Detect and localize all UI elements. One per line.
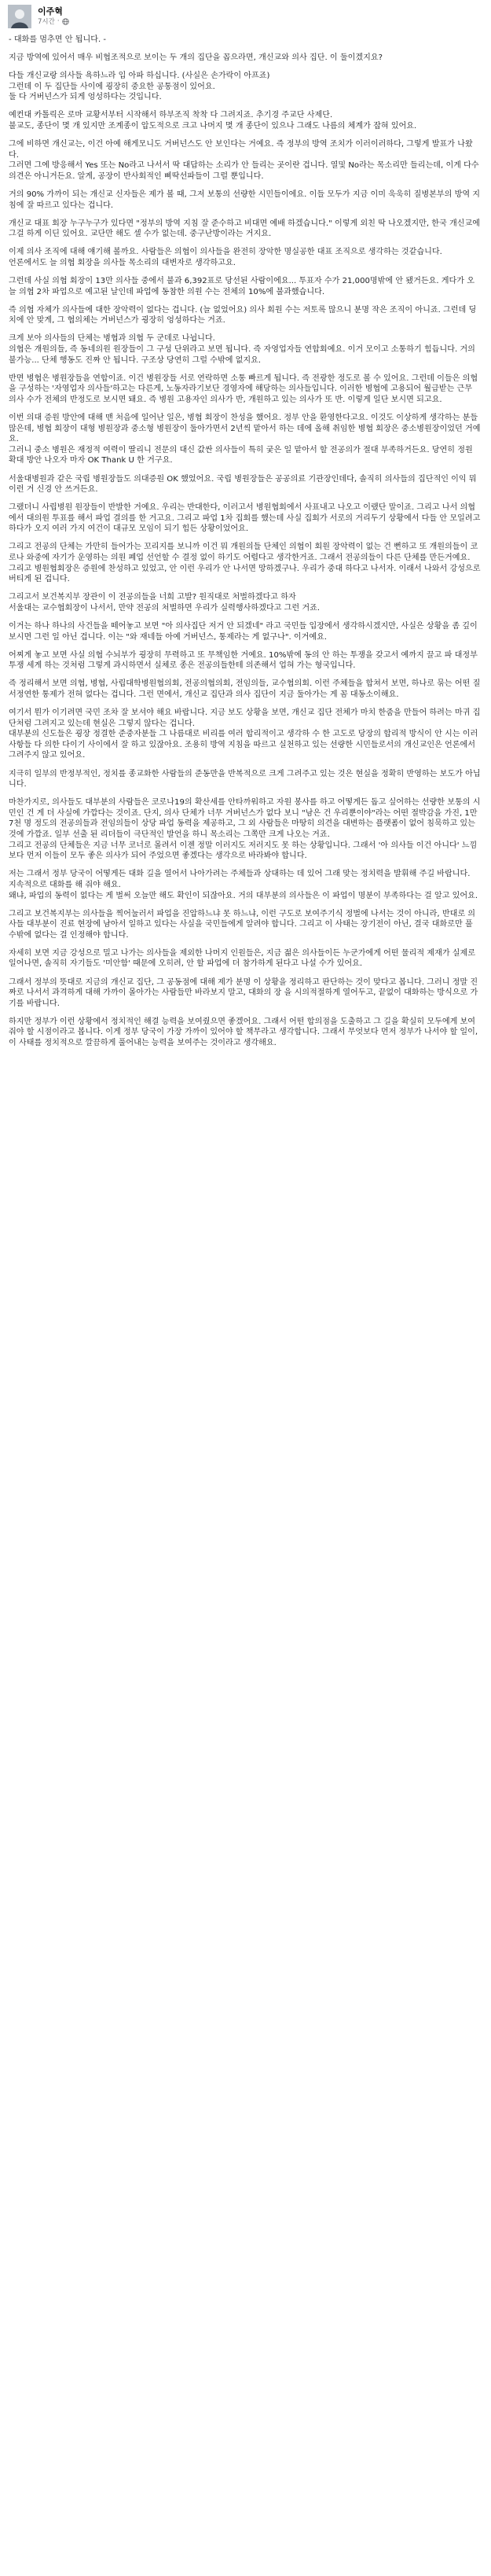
post-paragraph: 마찬가지로, 의사들도 대부분의 사람들은 코로나19의 확산세를 안타까워하고 자원 봉사를 하고 어떻게든 돕고 싶어하는 선량한 보통의 시민인 건 게 더 사실에 가깝다는 것이죠. 단지, 의사 단체가 너무 거버넌스가 없다 보니 "남은 건 우리뿐이야"라는 어떤 절박감을 가진, 1만 7천 명 정도의 전공의들과 전임의들이 상당 파업 동력을 제공하고, 그 외 사람들은 마땅히 의견을 대변하는 플랫폼이 없어 침묵하고 있는 것에 가깝죠. 일부 선출 된 리더들이 극단적인 발언을 하니 목소리는 그쪽만 크게 나오는 거죠. 그리고 전공의 단체들은 지금 너무 코너로 몰려서 이젠 정말 이러지도 저러지도 못 하는 상황입니다. 그래서 '아 의사들 이건 아니다' 느낌보다 먼저 이들이 모두 좋은 의사가 되어 주었으면 좋겠다는 생각으로 바라봐야 합니다.: [9, 798, 481, 861]
author-name[interactable]: 이주혁: [38, 6, 63, 17]
profile-photo-icon: [8, 5, 31, 28]
post-paragraph: 다들 개신교랑 의사들 욕하느라 입 아파 하십니다. (사실은 손가락이 아프죠) 그런데 이 두 집단들 사이에 굉장히 중요한 공통점이 있어요. 둘 다 거버넌스가 되게 엉성하다는 것입니다.: [9, 72, 270, 102]
post-body: [9, 35, 482, 2568]
post-paragraph: 즉 의협 자체가 의사들에 대한 장악력이 없다는 겁니다. (늘 없었어요) 의사 회원 수는 저토록 많으니 분명 작은 조직이 아니죠. 그런데 딩치에 안 맞게, 그 협의체는 거버넌스가 굉장히 엉성하다는 거죠.: [9, 305, 477, 326]
post-meta: [38, 17, 69, 26]
post-paragraph: 예컨대 카톨릭은 로마 교황서부터 시작해서 하부조직 착착 다 그려지죠. 추기경 주교단 사제단. 불교도, 종단이 몇 개 있지만 조계종이 압도적으로 크고 나머지 몇 개 종단이 있으나 그래도 나름의 체계가 잡혀 있어요.: [9, 111, 417, 131]
post-paragraph: 반면 병협은 병원장들을 연합이죠. 이건 병원장들 서로 연락하면 소통 빠르게 됩니다. 즉 전광한 정도로 볼 수 있어요. 그런데 이들은 의협을 구성하는 '자영업자 의사들'하고는 다른게, 노동자라기보단 경영자에 해당하는 의사들입니다. 이러한 병협에 고용되어 월급받는 근무 의사 수가 전체의 반정도로 보시면 돼요. 즉 병원 고용자인 의사가 반, 개원하고 있는 의사가 또 반. 이렇게 일단 보시면 되고요.: [9, 374, 478, 404]
post-paragraph: 그리고서 보건복지부 장관이 이 전공의들을 너희 고발? 원직대로 처벌하겠다고 하자 서울대는 교수협회장이 나서서, 만약 전공의 처벌하면 우리가 실력행사하겠다고 그런 거죠.: [9, 593, 321, 613]
post-paragraph: 그리고 전공의 단체는 가만히 들어가는 꼬리지를 보니까 이건 뭐 개원의들 단체인 의협이 회원 장악력이 없는 건 뻔하고 또 개원의들이 코로나 와중에 자기가 운영하는 의원 폐업 선언할 수 결정 없이 하기도 어렵다고 생각한거죠. 그래서 전공의들이 다른 단체를 만든거예요. 그리고 병원협회장은 증원에 찬성하고 있었고, 안 이런 우리가 안 나서면 망하겠구나. 우리가 중대 하다고 나서자. 이래서 나와서 강성으로 버티게 된 겁니다.: [9, 543, 481, 584]
post-paragraph: 어찌게 놓고 보면 사실 의협 수뇌부가 굉장히 무력하고 또 무책임한 거예요. 10%밖에 동의 안 하는 투쟁을 갖고서 예까지 끌고 파 대정부 투쟁 세게 하는 것처럼 그렇게 과시하면서 실체로 종은 전공의들한테 의존해서 업혀 가는 형국입니다.: [9, 650, 481, 671]
post-paragraph: 여기서 뭔가 이기려면 국민 조차 잘 보셔야 해요 바랍니다. 지금 보도 상황을 보면, 개신교 집단 전체가 마치 한줌을 만들어 하려는 마귀 집단처럼 그려지고 있는데 현실은 그렇지 않다는 겁니다. 대부분의 신도들은 굉장 정결한 준중자분들 그 나름대로 비리를 여러 합리적이고 생각하 수 한 고도로 당장의 합리적 방식이 안 시는 이러 사항들 다 의한 다이기 사이에서 잘 하고 있잖아요. 조용히 방역 지침을 따르고 실천하고 있는 선량한 시민들로서의 개신교인은 언론에서 그려주지 않고 있어요.: [9, 708, 481, 760]
post-paragraph: 그래서 정부의 뜻대로 지금의 개신교 집단, 그 공동점에 대해 제가 분명 이 상황을 정리하고 판단하는 것이 맞다고 봅니다. 그러니 정말 진짜로 나서서 과격하게 대해 가까이 몰아가는 사람들만 바라보지 말고, 대화의 장 을 시의적절하게 열어두고, 끝없이 대화하는 방식으로 가기를 바랍니다.: [9, 977, 478, 1008]
post-paragraph: 저는 그래서 정부 당국이 어떻게든 대화 길을 열어서 나아가려는 주체들과 상대하는 데 있어 그래 맞는 정치력을 발휘해 주길 바랍니다. 지속적으로 대화를 해 줘야 해요. 왜냐, 파업의 동력이 없다는 게 벌써 오늘만 해도 확인이 되잖아요. 거의 대부분의 의사들은 이 파업이 명분이 부족하다는 걸 알고 있어요.: [9, 870, 478, 900]
post-paragraph: 그리고 보건복지부는 의사들을 찍어눌러서 파업을 진압하느냐 못 하느냐, 이런 구도로 보여주기식 정벌에 나서는 것이 아니라, 반대로 의사들 대부분이 진료 현장에 남아서 일하고 있다는 사실을 국민들에게 알려야 합니다. 그리고 이 사태는 장기전이 아닌, 결국 대화로만 풀 수밖에 없다는 걸 인정해야 합니다.: [9, 909, 476, 940]
post-paragraph: 개신교 대표 회장 누구누구가 있다면 "정부의 방역 지침 잘 준수하고 비대면 예배 하겠습니다." 이렇게 외친 딱 나오겠지만, 한국 개신교에 그걸 하게 이딘 있어요. 교단만 해도 셀 수가 없는데. 중구난방이라는 거지요.: [9, 219, 483, 239]
post-paragraph: 그에 비하면 개신교는, 이건 아예 해게모니도 거버넌스도 안 보인다는 거예요. 즉 정부의 방역 조치가 이러이러하다, 그렇게 발표가 나왔다. 그러면 그에 방응해서 Yes 또는 No라고 나서서 딱 대답하는 소리가 안 들리는 곳이란 겁니다. 열및 No라는 목소리만 들리는데, 이게 다수 의견은 아니거든요. 알게, 공장이 반사회적인 삐딱선파들이 그럴 뿐입니다.: [9, 140, 479, 181]
post-paragraph: 즉 정리해서 보면 의협, 병협, 사립대학병원협의회, 전공의협의회, 전임의들, 교수협의회. 이런 주체들을 합쳐서 보면, 하나로 묶는 어떤 질서정연한 통제가 전혀 없다는 겁니다. 그런 면에서, 개신교 집단과 의사 집단이 지금 둘아가는 게 꼼 대동소이해요.: [9, 679, 481, 699]
globe-icon: [62, 18, 69, 25]
post-paragraph: 하지만 정부가 이런 상황에서 정치적인 해결 능력을 보여줬으면 좋겠어요. 그래서 어떤 합의점을 도출하고 그 길을 확실히 모두에게 보여줘야 할 시점이라고 봅니다. 이게 정부 당국이 가장 가까이 있어야 할 책무라고 생각합니다. 그래서 무엇보다 먼저 정부가 나서야 할 일이, 이 사태를 정치적으로 깔끔하게 풀어내는 능력을 보여주는 것이라고 생각해요.: [9, 1017, 481, 1048]
post-paragraph: 그랬더니 사립병원 원장들이 반발한 거예요. 우리는 반대한다, 이러고서 병원협회에서 사표내고 나오고 이랬단 말이죠. 그리고 나서 의협에서 대의원 투표를 해서 파업 결의를 한 거고요. 그리고 파업 1차 집회를 했는데 사실 집회가 서로의 거리두기 상황에서 다들 안 모일려고 하다가 오지 여러 가지 여건이 대규모 모임이 되기 힘든 상황이었어요.: [9, 503, 483, 534]
post-paragraph: - 대화를 멈추면 안 됩니다. -: [9, 35, 107, 44]
post-time[interactable]: 7시간: [38, 18, 55, 26]
meta-separator: ·: [57, 17, 60, 25]
post-paragraph: 이제 의사 조직에 대해 얘기해 볼까요. 사람들은 의협이 의사들을 완전히 장악한 명실공한 대표 조직으로 생각하는 것같습니다. 언론에서도 늘 의협 회장을 의사들 목소리의 대변자로 생각하고요.: [9, 248, 442, 267]
post-header: [8, 5, 479, 28]
post-paragraph: 이번 의대 증원 방안에 대해 맨 처음에 일어난 일은, 병협 회장이 찬성을 했어요. 정부 안을 환영한다고요. 이것도 이상하게 생각하는 분들 많은데, 병협 회장이 대형 병원장과 중소형 병원장이 둘아가면서 2년씩 맡아서 하는 데에 올해 취임한 병협 회장은 중소병원장이었던 거예요. 그러니 중소 병원은 재정적 여력이 딸리니 전문의 대신 값싼 의사들이 특히 궂은 일 맡아서 할 전공의가 절대 부족하거든요. 당연히 정원 확대 방안 나오자 마자 OK Thank U 한 거구요.: [9, 414, 481, 466]
post-paragraph: 지금 방역에 있어서 매우 비협조적으로 보이는 두 개의 집단을 꼽으라면, 개신교와 의사 집단. 이 둘이겠지요?: [9, 53, 383, 63]
post-paragraph: 지극히 일부의 반정부적인, 정치를 종교화한 사람들의 준동만을 반복적으로 크게 그려주고 있는 것은 현실을 정확히 반영하는 보도가 아닙니다.: [9, 769, 481, 789]
post-paragraph: 크게 보아 의사들의 단체는 병협과 의협 두 군데로 나뉩니다. 의협은 개원의들, 즉 동네의원 원장들이 그 구성 단위라고 보면 됩니다. 즉 자영업자들 연합회예요. 이거 모이고 소통하기 힘듭니다. 거의 불가능... 단체 행동도 진짜 안 됩니다. 구조상 당연히 그럴 수밖에 없지요.: [9, 334, 475, 365]
post-paragraph: 거의 90% 가까이 되는 개신교 신자들은 제가 볼 때, 그저 보통의 선량한 시민들이에요. 이들 모두가 지금 이미 욱욱히 질병본부의 방역 지침에 잘 따르고 있다는 겁니다.: [9, 190, 481, 210]
avatar[interactable]: [8, 5, 31, 28]
post-paragraph: 이거는 하나 하나의 사건들을 떼어놓고 보면 "아 의사집단 저거 안 되겠네" 라고 국민들 입장에서 생각하시겠지만, 사실은 상황을 좀 깊이 보시면 그런 일 아닌 겁니다. 이는 "와 재네들 아예 거버넌스, 통제라는 게 없구나". 이거예요.: [9, 622, 480, 642]
post-paragraph: 그런데 사실 의협 회장이 13만 의사들 중에서 불과 6,392표로 당선된 사람이에요... 투표자 수가 21,000명밖에 안 됐거든요. 게다가 오늘 의협 2차 파업으로 예고된 날인데 파업에 동참한 의원 수는 전체의 10%에 불과했습니다.: [9, 277, 475, 296]
post-paragraph: 서울대병원과 같은 국립 병원장들도 의대증원 OK 했었어요. 국립 병원장들은 공공의료 기관장인데다, 솔직히 의사들의 집단적인 이익 뭐 이런 거 신경 안 쓰거든요.: [9, 474, 479, 495]
post-paragraph: 자세히 보면 지금 강성으로 밀고 나가는 의사들을 제외한 나머지 인원들은, 지금 젊은 의사들이든 누군가에게 어떤 물리적 제재가 실제로 일어나면, 솔직히 자기들도 '미안함' 때문에 오히려, 안 할 파업에 더 참가하게 된다고 나설 수가 있어요.: [9, 948, 478, 969]
